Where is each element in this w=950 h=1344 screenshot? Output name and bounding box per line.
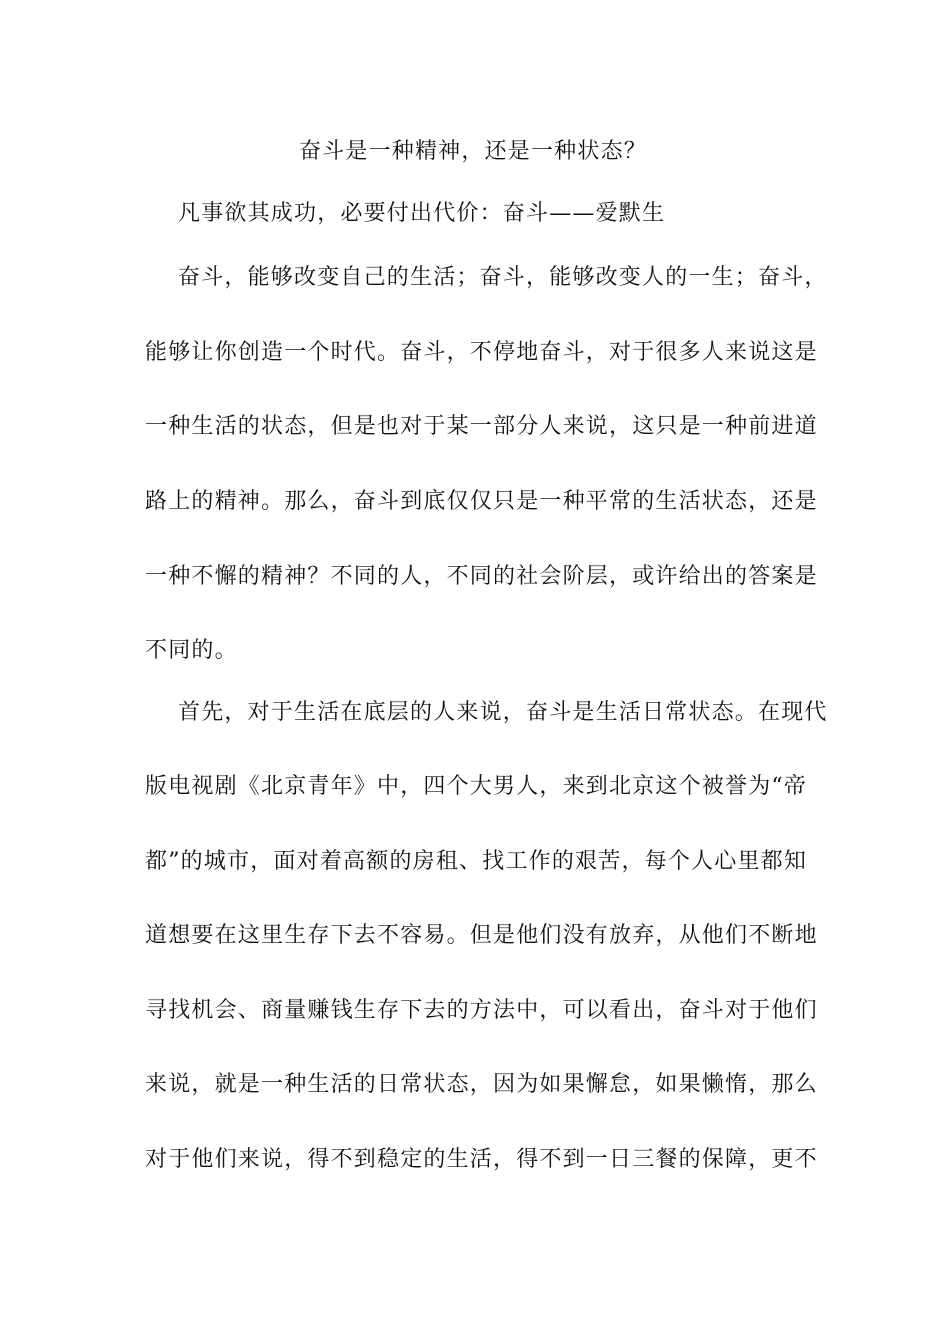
paragraph-line: 不同的。 (145, 638, 238, 663)
paragraph-line: 道想要在这里生存下去不容易。但是他们没有放弃，从他们不断地 (145, 923, 818, 948)
paragraph-line: 一种不懈的精神？不同的人，不同的社会阶层，或许给出的答案是 (145, 564, 818, 589)
paragraph-line: 寻找机会、商量赚钱生存下去的方法中，可以看出，奋斗对于他们 (145, 998, 818, 1023)
paragraph-line: 奋斗，能够改变自己的生活；奋斗，能够改变人的一生；奋斗， (178, 265, 828, 290)
paragraph-line: 来说，就是一种生活的日常状态，因为如果懈怠，如果懒惰，那么 (145, 1072, 818, 1097)
document-title: 奋斗是一种精神，还是一种状态？ (298, 139, 647, 164)
paragraph-line: 能够让你创造一个时代。奋斗，不停地奋斗，对于很多人来说这是 (145, 340, 818, 365)
paragraph-line: 都”的城市，面对着高额的房租、找工作的艰苦，每个人心里都知 (145, 849, 808, 874)
paragraph-line: 版电视剧《北京青年》中，四个大男人，来到北京这个被誉为“帝 (145, 774, 808, 799)
paragraph-line: 对于他们来说，得不到稳定的生活，得不到一日三餐的保障，更不 (145, 1147, 818, 1172)
paragraph-line: 一种生活的状态，但是也对于某一部分人来说，这只是一种前进道 (145, 414, 818, 439)
paragraph-line: 首先，对于生活在底层的人来说，奋斗是生活日常状态。在现代 (178, 700, 828, 725)
paragraph-line: 路上的精神。那么，奋斗到底仅仅只是一种平常的生活状态，还是 (145, 489, 818, 514)
epigraph: 凡事欲其成功，必要付出代价：奋斗——爱默生 (178, 201, 666, 226)
